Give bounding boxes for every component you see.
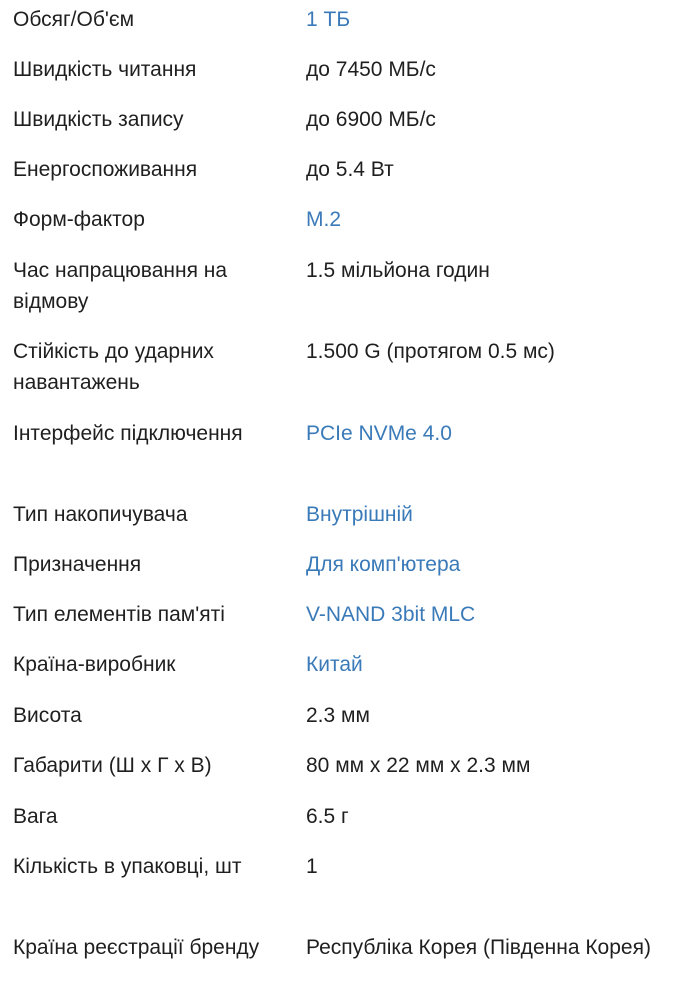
spec-label: Вага: [13, 805, 58, 828]
spec-value: 2.3 мм: [306, 704, 370, 727]
spec-label: Обсяг/Об'єм: [13, 8, 135, 31]
spec-value-link[interactable]: PCIe NVMe 4.0: [306, 422, 452, 445]
spec-value-link[interactable]: Для комп'ютера: [306, 553, 461, 576]
spec-label: Швидкість запису: [13, 108, 184, 131]
spec-label: Швидкість читання: [13, 58, 197, 81]
spec-label: Тип накопичувача: [13, 503, 188, 526]
spec-value: 1.500 G (протягом 0.5 мс): [306, 340, 555, 363]
spec-label: Висота: [13, 704, 82, 727]
spec-value: до 7450 МБ/с: [306, 58, 436, 81]
spec-label: Енергоспоживання: [13, 158, 198, 181]
spec-value: Республіка Корея (Південна Корея): [306, 936, 651, 959]
spec-value-link[interactable]: V-NAND 3bit MLC: [306, 603, 476, 626]
spec-label: Час напрацювання на відмову: [13, 259, 228, 313]
spec-label: Призначення: [13, 553, 142, 576]
spec-value: до 5.4 Вт: [306, 158, 394, 181]
spec-value: 1.5 мільйона годин: [306, 259, 490, 282]
spec-value-link[interactable]: M.2: [306, 208, 342, 231]
spec-label: Форм-фактор: [13, 208, 145, 231]
spec-label: Країна-виробник: [13, 653, 176, 676]
spec-value: 1: [306, 855, 318, 878]
spec-value-link[interactable]: Китай: [306, 653, 363, 676]
spec-value-link[interactable]: 1 ТБ: [306, 8, 351, 31]
spec-label: Габарити (Ш х Г х В): [13, 754, 212, 777]
spec-label: Кількість в упаковці, шт: [13, 855, 242, 878]
spec-label: Тип елементів пам'яті: [13, 603, 225, 626]
spec-value: 6.5 г: [306, 805, 349, 828]
spec-label: Інтерфейс підключення: [13, 422, 243, 445]
spec-value: 80 мм х 22 мм х 2.3 мм: [306, 754, 531, 777]
spec-label: Країна реєстрації бренду: [13, 936, 260, 959]
spec-label: Стійкість до ударних навантажень: [13, 340, 214, 394]
spec-value-link[interactable]: Внутрішній: [306, 503, 413, 526]
spec-value: до 6900 МБ/с: [306, 108, 436, 131]
